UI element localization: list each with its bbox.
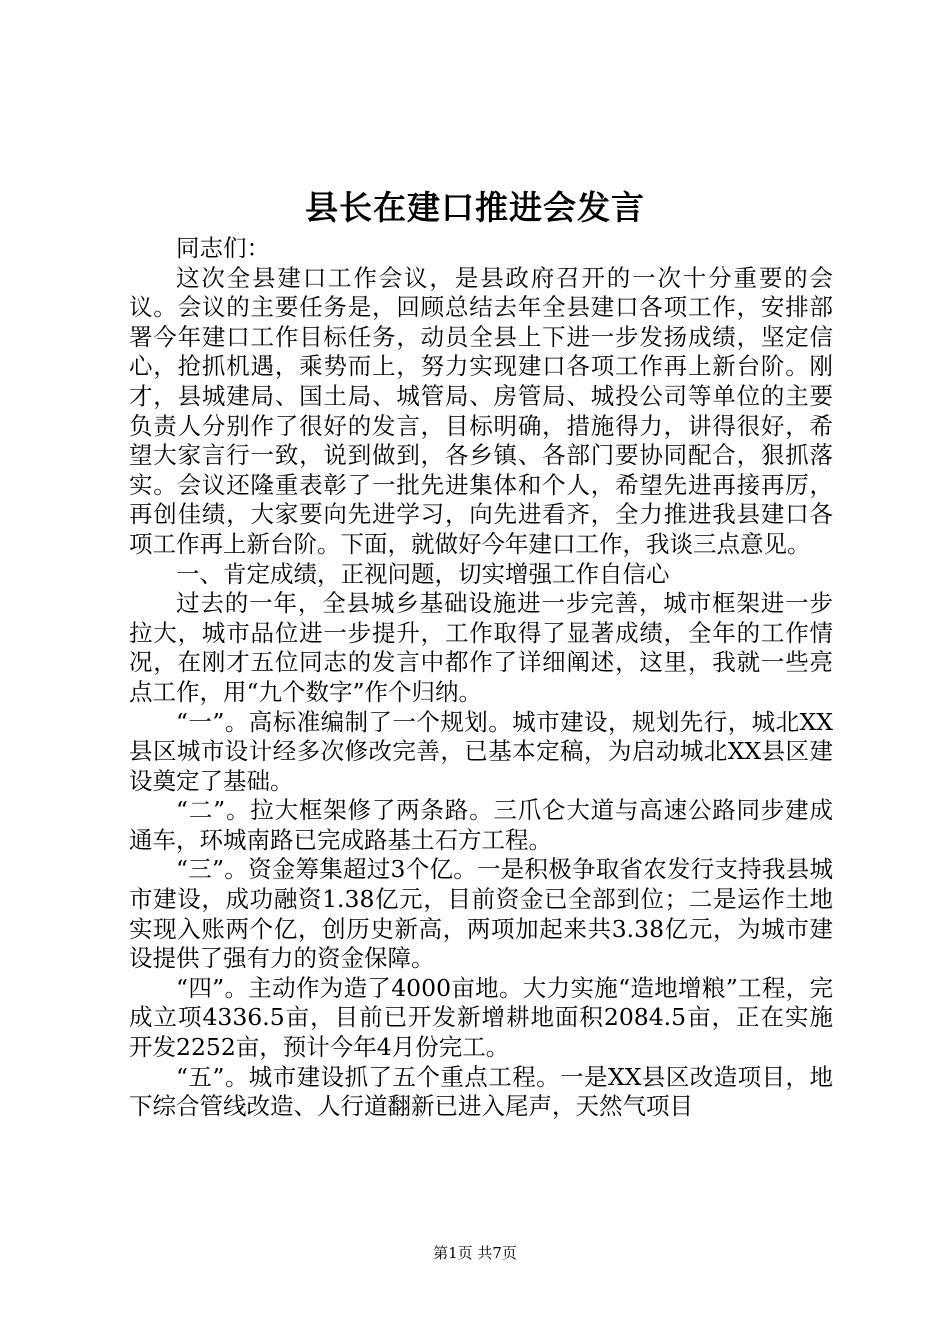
- paragraph: “二”。拉大框架修了两条路。三爪仑大道与高速公路同步建成通车，环城南路已完成路基土石方工程。: [129, 796, 833, 854]
- paragraph: “三”。资金筹集超过3个亿。一是积极争取省农发行支持我县城市建设，成功融资1.38亿元，目前资金已全部到位；二是运作土地实现入账两个亿，创历史新高，两项加起来共3.38亿元，为城市建设提供了强有力的资金保障。: [129, 855, 833, 973]
- page-footer: 第1页 共7页: [433, 1244, 517, 1262]
- paragraph: “五”。城市建设抓了五个重点工程。一是XX县区改造项目，地下综合管线改造、人行道翻新已进入尾声，天然气项目: [129, 1062, 833, 1121]
- paragraph: 过去的一年，全县城乡基础设施进一步完善，城市框架进一步拉大，城市品位进一步提升，工作取得了显著成绩，全年的工作情况，在刚才五位同志的发言中都作了详细阐述，这里，我就一些亮点工作，用“九个数字”作个归纳。: [129, 589, 833, 706]
- salutation: 同志们：: [176, 234, 270, 262]
- document-body: [129, 234, 833, 1122]
- paragraph: “四”。主动作为造了4000亩地。大力实施“造地增粮”工程，完成立项4336.5亩，目前已开发新增耕地面积2084.5亩，正在实施开发2252亩，预计今年4月份完工。: [129, 973, 833, 1062]
- paragraph: “一”。高标准编制了一个规划。城市建设，规划先行，城北XX县区城市设计经多次修改完善，已基本定稿，为启动城北XX县区建设奠定了基础。: [129, 707, 833, 795]
- section-heading: 一、肯定成绩，正视问题，切实增强工作自信心: [176, 559, 670, 588]
- paragraph: 这次全县建口工作会议，是县政府召开的一次十分重要的会议。会议的主要任务是，回顾总结去年全县建口各项工作，安排部署今年建口工作目标任务，动员全县上下进一步发扬成绩，坚定信心，抢抓机遇，乘势而上，努力实现建口各项工作再上新台阶。刚才，县城建局、国土局、城管局、房管局、城投公司等单位的主要负责人分别作了很好的发言，目标明确，措施得力，讲得很好，希望大家言行一致，说到做到，各乡镇、各部门要协同配合，狠抓落实。会议还隆重表彰了一批先进集体和个人，希望先进再接再厉，再创佳绩，大家要向先进学习，向先进看齐，全力推进我县建口各项工作再上新台阶。下面，就做好今年建口工作，我谈三点意见。: [129, 263, 833, 558]
- document-title: 县长在建口推进会发言: [305, 188, 645, 227]
